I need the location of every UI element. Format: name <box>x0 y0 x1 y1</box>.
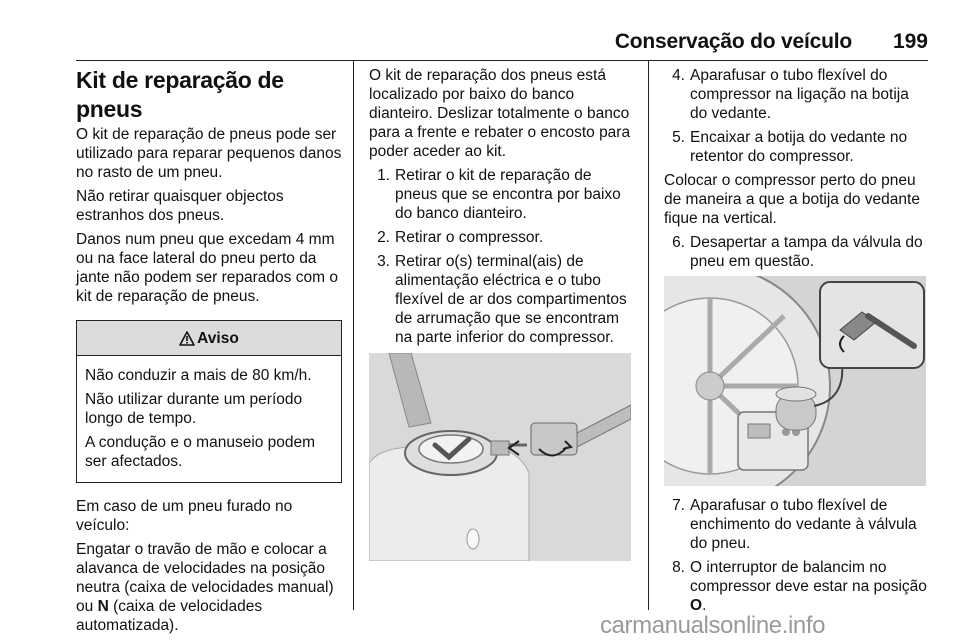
paragraph: O kit de reparação de pneus pode ser utilizado para reparar pequenos danos no rasto de um pneu. <box>76 126 342 181</box>
section-heading: Kit de reparação de pneus <box>76 67 284 122</box>
step-text <box>690 558 928 615</box>
warning-line: Não utilizar durante um período longo de tempo. <box>85 391 303 427</box>
step-number: 5. <box>672 129 685 146</box>
watermark: carmanualsonline.info <box>600 612 826 639</box>
step-text: Retirar o(s) terminal(ais) de alimentação eléctrica e o tubo flexível de ar dos compartimentos de arrumação que se encontram na parte inferior do compressor. <box>395 253 627 346</box>
gear-position-label: N <box>97 598 109 615</box>
paragraph: Danos num pneu que excedam 4 mm ou na face lateral do pneu perto da jante não podem ser reparados com o kit de reparação de pneus. <box>76 231 338 305</box>
paragraph <box>76 540 342 635</box>
column-1 <box>76 66 342 640</box>
text-run: . <box>702 597 707 614</box>
running-header-title: Conservação do veículo <box>614 30 852 53</box>
step-number: 1. <box>377 167 390 184</box>
text-run: Engatar o travão de mão e colocar a alavanca de velocidades na posição neutra (caixa de velocidades manual) ou <box>76 541 334 615</box>
step-text: Aparafusar o tubo flexível do compressor na ligação na botija do vedante. <box>690 67 909 122</box>
step-text: Retirar o kit de reparação de pneus que se encontra por baixo do banco dianteiro. <box>395 167 621 222</box>
page-number: 199 <box>892 30 928 53</box>
text-run: O interruptor de balancim no compressor deve estar na posição <box>690 559 927 595</box>
warning-box <box>76 320 342 483</box>
step-item <box>664 233 928 271</box>
header-rule <box>76 60 928 61</box>
step-item <box>664 128 928 166</box>
step-number: 8. <box>672 559 685 576</box>
step-text: Retirar o compressor. <box>395 229 544 246</box>
warning-triangle-icon <box>179 331 195 346</box>
step-number: 2. <box>377 229 390 246</box>
warning-title: Aviso <box>197 329 239 347</box>
text-run: (caixa de velocidades automatizada). <box>76 598 263 634</box>
column-divider-1 <box>353 61 354 610</box>
step-item <box>369 228 637 247</box>
paragraph: O kit de reparação dos pneus está localizado por baixo do banco dianteiro. Deslizar totalmente o banco para a frente e rebater o encosto para poder aceder ao kit. <box>369 67 631 160</box>
step-item <box>369 166 637 223</box>
warning-header <box>77 321 341 356</box>
column-3 <box>664 66 928 620</box>
step-item <box>369 252 637 347</box>
step-item <box>664 558 928 615</box>
step-text: Encaixar a botija do vedante no retentor do compressor. <box>690 129 908 165</box>
step-text: Aparafusar o tubo flexível de enchimento do vedante à válvula do pneu. <box>690 497 917 552</box>
paragraph: Não retirar quaisquer objectos estranhos dos pneus. <box>76 188 284 224</box>
switch-position-label: O <box>690 597 703 614</box>
step-item <box>664 66 928 123</box>
warning-body <box>77 356 341 482</box>
warning-line: Não conduzir a mais de 80 km/h. <box>85 367 312 384</box>
sealant-bottle-hose-illustration <box>369 353 631 561</box>
paragraph: Em caso de um pneu furado no veículo: <box>76 498 293 534</box>
step-text: Desapertar a tampa da válvula do pneu em questão. <box>690 234 923 270</box>
warning-line: A condução e o manuseio podem ser afectados. <box>85 434 316 470</box>
step-item <box>664 496 928 553</box>
tire-compressor-illustration <box>664 276 926 486</box>
column-2 <box>369 66 637 561</box>
column-divider-2 <box>648 61 649 610</box>
step-number: 6. <box>672 234 685 251</box>
step-number: 4. <box>672 67 685 84</box>
step-number: 7. <box>672 497 685 514</box>
step-number: 3. <box>377 253 390 270</box>
step-note: Colocar o compressor perto do pneu de maneira a que a botija do vedante fique na vertical. <box>664 172 920 227</box>
